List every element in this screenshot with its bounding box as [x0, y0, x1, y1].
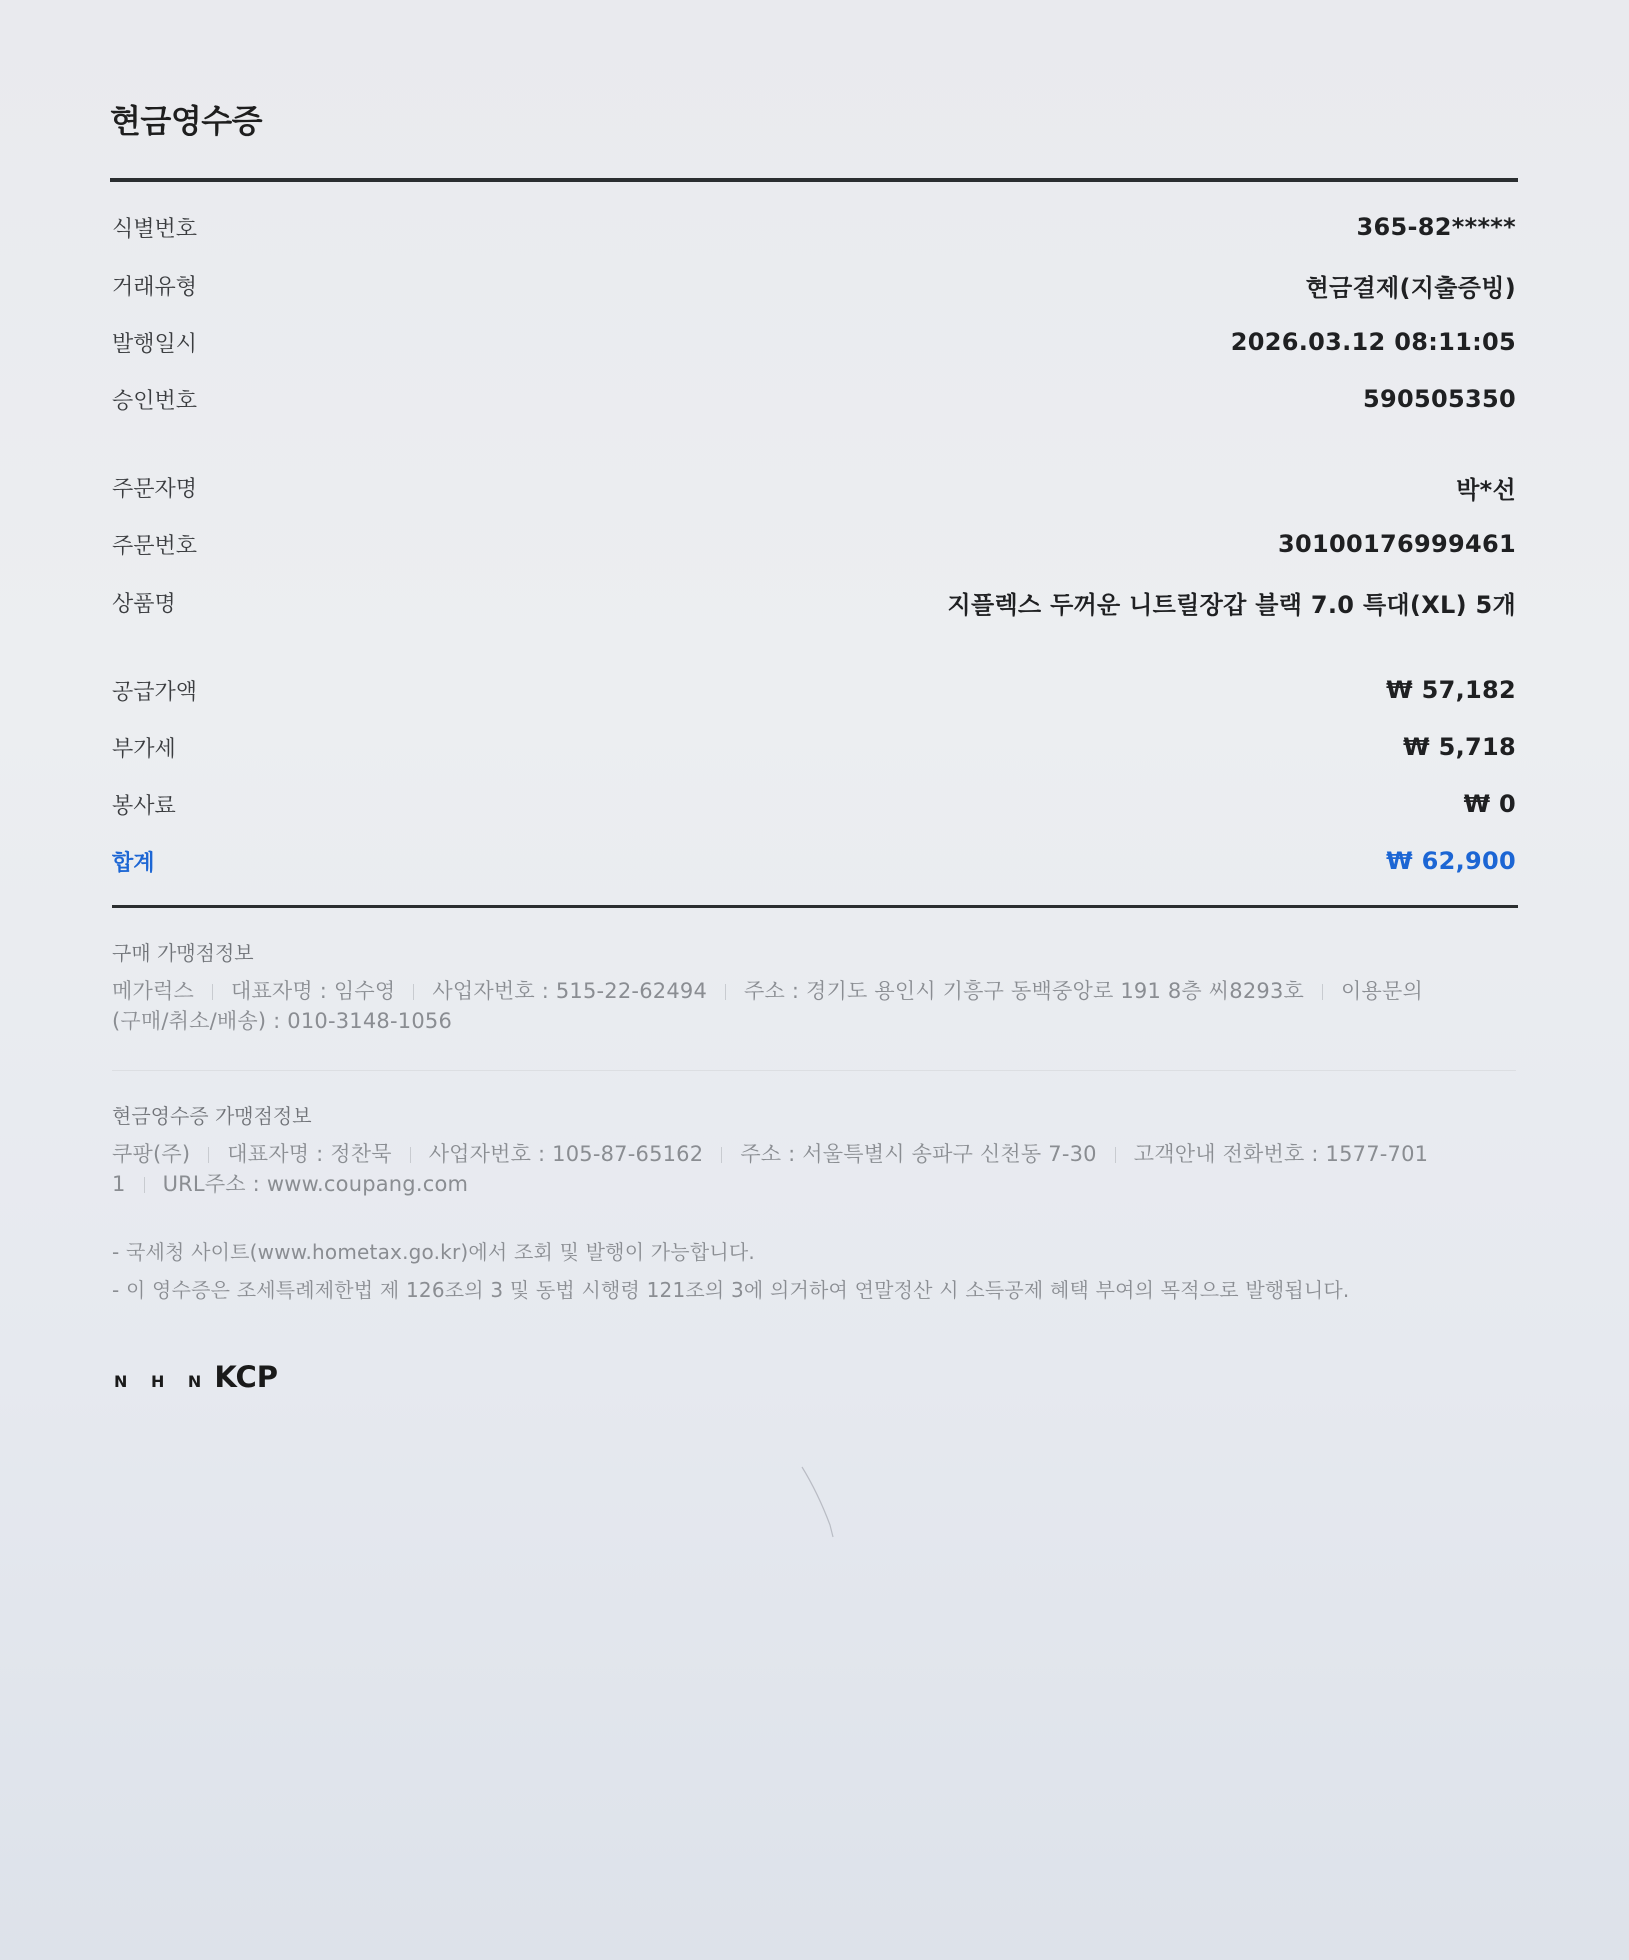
- merchant-name: 메가럭스: [112, 979, 194, 1003]
- transaction-type-value: 현금결제(지출증빙): [1305, 273, 1516, 302]
- product-name-label: 상품명: [112, 591, 176, 617]
- approval-number-value: 590505350: [1363, 385, 1516, 413]
- order-number-label: 주문번호: [112, 533, 198, 559]
- receipt-title: 현금영수증: [110, 102, 263, 140]
- supply-amount-value: ₩ 57,182: [1386, 676, 1516, 704]
- vat-label: 부가세: [112, 736, 176, 762]
- transaction-type-label: 거래유형: [112, 274, 198, 300]
- issuer-section-title: 현금영수증 가맹점정보: [112, 1104, 312, 1128]
- separator: [212, 984, 213, 1000]
- issuer-name: 쿠팡(주): [112, 1142, 191, 1166]
- orderer-name-value: 박*선: [1456, 475, 1516, 504]
- notice-hometax: - 국세청 사이트(www.hometax.go.kr)에서 조회 및 발행이 가능합니다.: [112, 1240, 755, 1264]
- row-transaction-type: [112, 265, 1516, 305]
- issuer-url: URL주소 : www.coupang.com: [162, 1172, 469, 1196]
- merchant-contact-prefix: 이용문의: [1341, 979, 1423, 1003]
- row-product-name: [112, 582, 1516, 622]
- issued-at-value: 2026.03.12 08:11:05: [1230, 328, 1516, 356]
- row-orderer-name: [112, 467, 1516, 507]
- total-value: ₩ 62,900: [1386, 847, 1516, 875]
- issued-at-label: 발행일시: [112, 331, 198, 357]
- issuer-info: [112, 1139, 1502, 1199]
- merchant-info: [112, 976, 1502, 1036]
- product-name-value: 지플렉스 두꺼운 니트릴장갑 블랙 7.0 특대(XL) 5개: [947, 590, 1516, 619]
- row-vat: [112, 727, 1516, 767]
- row-order-number: [112, 524, 1516, 564]
- id-number-value: 365-82*****: [1356, 213, 1516, 241]
- notice-tax-law: - 이 영수증은 조세특례제한법 제 126조의 3 및 동법 시행령 121조의 3에 의거하여 연말정산 시 소득공제 혜택 부여의 목적으로 발행됩니다.: [112, 1278, 1350, 1302]
- title-divider: [110, 178, 1518, 182]
- merchant-ceo: 대표자명 : 임수영: [230, 979, 396, 1003]
- approval-number-label: 승인번호: [112, 388, 198, 414]
- issuer-ceo: 대표자명 : 정찬묵: [227, 1142, 392, 1166]
- row-service-charge: [112, 784, 1516, 824]
- merchant-section-title: 구매 가맹점정보: [112, 941, 254, 965]
- issuer-address: 주소 : 서울특별시 송파구 신천동 7-30: [740, 1142, 1097, 1166]
- issuer-biz-number: 사업자번호 : 105-87-65162: [428, 1142, 704, 1166]
- separator: [1115, 1147, 1116, 1163]
- separator: [410, 1147, 411, 1163]
- merchant-contact: (구매/취소/배송) : 010-3148-1056: [112, 1009, 453, 1033]
- row-issued-at: [112, 322, 1516, 362]
- service-charge-value: ₩ 0: [1463, 790, 1516, 818]
- row-id-number: [112, 207, 1516, 247]
- separator: [413, 984, 414, 1000]
- logo-prefix: N H N: [114, 1372, 211, 1391]
- merchant-address: 주소 : 경기도 용인시 기흥구 동백중앙로 191 8층 씨8293호: [744, 979, 1305, 1003]
- service-charge-label: 봉사료: [112, 793, 176, 819]
- issuer-phone: 고객안내 전화번호 : 1577-701: [1133, 1142, 1429, 1166]
- amounts-divider: [112, 905, 1518, 908]
- vat-value: ₩ 5,718: [1403, 733, 1516, 761]
- total-label: 합계: [112, 850, 155, 876]
- separator: [1322, 984, 1323, 1000]
- separator: [721, 1147, 722, 1163]
- id-number-label: 식별번호: [112, 216, 198, 242]
- separator: [208, 1147, 209, 1163]
- row-total: [112, 841, 1516, 881]
- paper-crease-mark: [800, 1465, 840, 1545]
- merchant-biz-number: 사업자번호 : 515-22-62494: [432, 979, 708, 1003]
- supply-amount-label: 공급가액: [112, 679, 198, 705]
- separator: [144, 1177, 145, 1193]
- order-number-value: 30100176999461: [1278, 530, 1516, 558]
- row-approval-number: [112, 379, 1516, 419]
- orderer-name-label: 주문자명: [112, 476, 198, 502]
- logo-name: KCP: [214, 1360, 279, 1394]
- issuer-phone-tail: 1: [112, 1172, 126, 1196]
- section-divider: [112, 1070, 1516, 1071]
- nhn-kcp-logo: [114, 1360, 278, 1394]
- separator: [725, 984, 726, 1000]
- row-supply-amount: [112, 670, 1516, 710]
